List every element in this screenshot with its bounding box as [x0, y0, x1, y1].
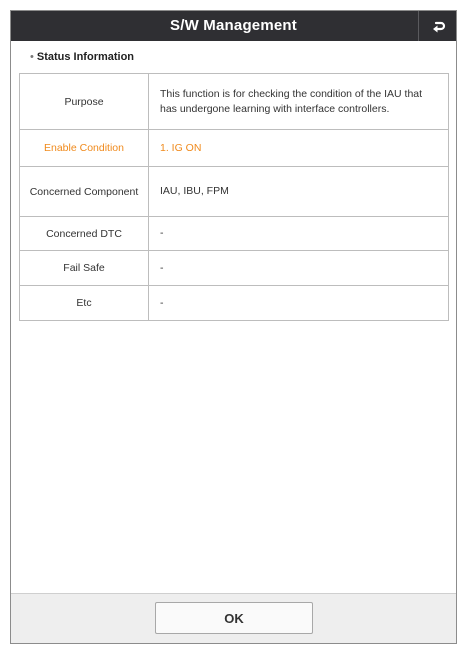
table-row-etc: [20, 286, 449, 321]
back-button[interactable]: [418, 11, 456, 41]
table-row-fail-safe: [20, 251, 449, 286]
return-arrow-icon: [430, 18, 446, 34]
row-label: Etc: [20, 286, 149, 321]
status-info-table: [19, 73, 449, 321]
title-bar: [11, 11, 456, 41]
dialog-footer: [11, 593, 456, 643]
section-bullet: •: [30, 51, 34, 63]
table-row-concerned-component: [20, 167, 449, 217]
section-header: [30, 51, 134, 63]
row-label: Concerned Component: [20, 167, 149, 217]
row-value: -: [149, 286, 449, 321]
table-row-purpose: [20, 74, 449, 130]
table-row-enable-condition: [20, 130, 449, 167]
row-value: -: [149, 217, 449, 251]
section-title-text: Status Information: [36, 51, 135, 63]
row-label: Enable Condition: [20, 130, 149, 167]
page-title: S/W Management: [170, 17, 297, 34]
row-value: 1. IG ON: [149, 130, 449, 167]
dialog-window: [10, 10, 457, 644]
table-row-concerned-dtc: [20, 217, 449, 251]
row-label: Fail Safe: [20, 251, 149, 286]
row-value: This function is for checking the condition of the IAU that has undergone learning with interface controllers.: [149, 74, 449, 130]
row-label: Purpose: [20, 74, 149, 130]
row-value: -: [149, 251, 449, 286]
row-value: IAU, IBU, FPM: [149, 167, 449, 217]
ok-button[interactable]: OK: [155, 602, 313, 634]
row-label: Concerned DTC: [20, 217, 149, 251]
